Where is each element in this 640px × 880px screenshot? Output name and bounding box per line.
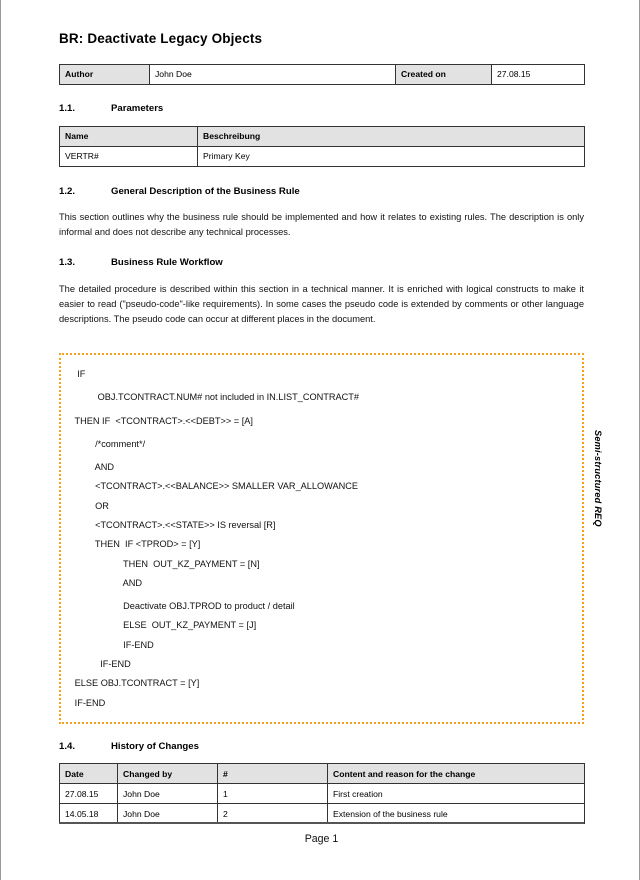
- author-label: Author: [60, 65, 150, 85]
- heading-number: 1.2.: [59, 185, 76, 197]
- general-description-body: This section outlines why the business rule should be implemented and how it relates to existing rules. The description is only informal and does not describe any technical processes.: [59, 212, 584, 238]
- pseudo-code-line: THEN OUT_KZ_PAYMENT = [N]: [67, 558, 260, 569]
- document-content: [59, 0, 584, 824]
- heading-text: General Description of the Business Rule: [111, 185, 300, 197]
- pseudo-code-line: OBJ.TCONTRACT.NUM# not included in IN.LIST_CONTRACT#: [67, 392, 360, 403]
- page-footer: [59, 822, 584, 845]
- param-name: VERTR#: [60, 146, 198, 166]
- parameters-table: [59, 126, 585, 167]
- table-header-row: [60, 126, 585, 146]
- table-row: [60, 804, 585, 824]
- pseudo-code-line: ELSE OUT_KZ_PAYMENT = [J]: [67, 620, 257, 631]
- heading-parameters: [59, 103, 584, 115]
- history-table: [59, 763, 585, 824]
- history-table-body: [60, 784, 585, 824]
- table-row: [60, 784, 585, 804]
- pseudo-code-line: OR: [67, 500, 109, 511]
- col-name: Name: [60, 126, 198, 146]
- pseudo-code-line: THEN IF <TPROD> = [Y]: [67, 539, 201, 550]
- cell-number: 1: [218, 784, 328, 804]
- pseudo-code-line: THEN IF <TCONTRACT>.<<DEBT>> = [A]: [67, 415, 253, 426]
- col-changed-by: Changed by: [118, 764, 218, 784]
- pseudo-code-line: IF-END: [67, 659, 131, 670]
- pseudo-code-line: IF-END: [67, 639, 154, 650]
- cell-changed-by: John Doe: [118, 804, 218, 824]
- col-date: Date: [60, 764, 118, 784]
- col-number: #: [218, 764, 328, 784]
- pseudo-code-line: AND: [67, 577, 143, 588]
- author-value: John Doe: [150, 65, 396, 85]
- table-row: [60, 146, 585, 166]
- created-on-value: 27.08.15: [492, 65, 585, 85]
- col-beschreibung: Beschreibung: [198, 126, 585, 146]
- pseudo-code-block: [59, 353, 584, 724]
- heading-general-description: [59, 186, 584, 198]
- heading-text: History of Changes: [111, 740, 199, 752]
- cell-content-reason: First creation: [328, 784, 585, 804]
- workflow-body: The detailed procedure is described within this section in a technical manner. It is enriched with logical constructs to make it easier to read ("pseudo-code"-like requirements). In some cases the pseudo code is extended by comments or other language descriptions. The pseudo code can occur at different places in the document.: [59, 283, 584, 324]
- col-content-reason: Content and reason for the change: [328, 764, 585, 784]
- page-title: BR: Deactivate Legacy Objects: [59, 31, 263, 46]
- table-row: [60, 65, 585, 85]
- created-on-label: Created on: [396, 65, 492, 85]
- pseudo-code-line: /*comment*/: [67, 438, 146, 449]
- pseudo-code-line: IF: [67, 368, 86, 379]
- pseudo-code-line: AND: [67, 462, 114, 473]
- heading-business-rule-workflow: [59, 257, 584, 269]
- cell-date: 14.05.18: [60, 804, 118, 824]
- pseudo-code-line: Deactivate OBJ.TPROD to product / detail: [67, 601, 295, 612]
- heading-text: Parameters: [111, 103, 164, 115]
- cell-date: 27.08.15: [60, 784, 118, 804]
- param-description: Primary Key: [198, 146, 585, 166]
- pseudo-code-line: ELSE OBJ.TCONTRACT = [Y]: [67, 678, 200, 689]
- table-header-row: [60, 764, 585, 784]
- page-number: Page 1: [304, 833, 339, 845]
- pseudo-code-line: <TCONTRACT>.<<BALANCE>> SMALLER VAR_ALLOWANCE: [67, 481, 359, 492]
- heading-number: 1.3.: [59, 257, 76, 269]
- cell-changed-by: John Doe: [118, 784, 218, 804]
- metadata-table: [59, 64, 585, 85]
- heading-number: 1.1.: [59, 103, 76, 115]
- heading-text: Business Rule Workflow: [111, 257, 223, 269]
- heading-number: 1.4.: [59, 740, 76, 752]
- cell-content-reason: Extension of the business rule: [328, 804, 585, 824]
- pseudo-code-line: <TCONTRACT>.<<STATE>> IS reversal [R]: [67, 520, 276, 530]
- pseudo-code-lines: [67, 365, 576, 713]
- heading-history-of-changes: [59, 741, 584, 753]
- cell-number: 2: [218, 804, 328, 824]
- side-label-semi-structured-req: Semi-structured REQ: [593, 430, 603, 527]
- pseudo-code-line: IF-END: [67, 697, 106, 708]
